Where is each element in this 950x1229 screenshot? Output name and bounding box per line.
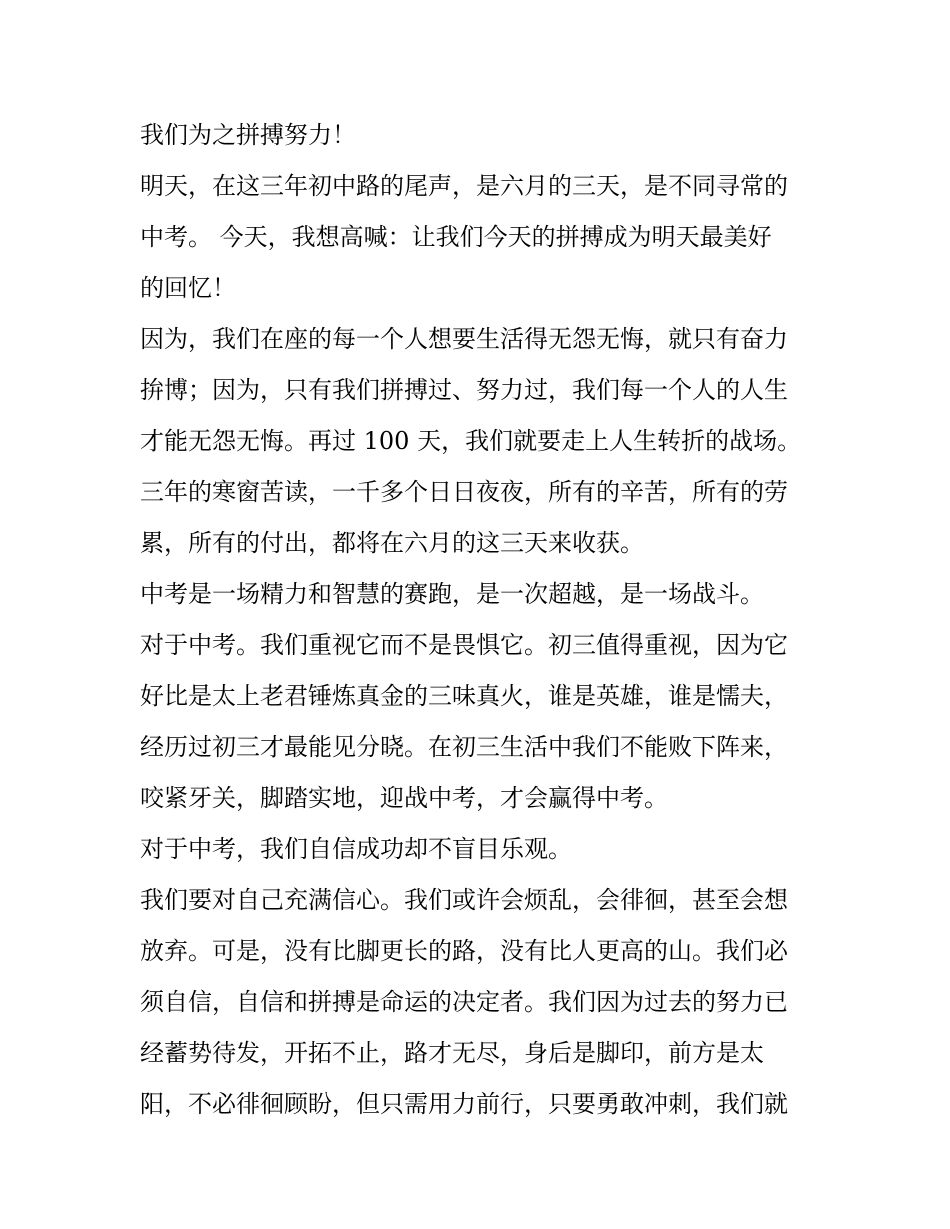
text-line: 三年的寒窗苦读，一千多个日日夜夜，所有的辛苦，所有的劳 [140,478,788,506]
text-line: 因为，我们在座的每一个人想要生活得无怨无悔，就只有奋力 [140,325,788,353]
text-line: 咬紧牙关，脚踏实地，迎战中考，才会赢得中考。 [140,784,668,812]
text-line: 我们要对自己充满信心。我们或许会烦乱，会徘徊，甚至会想 [140,886,788,914]
text-line: 拚博；因为，只有我们拼搏过、努力过，我们每一个人的人生 [140,376,788,404]
text-line: 对于中考，我们自信成功却不盲目乐观。 [140,835,572,863]
text-line: 放弃。可是，没有比脚更长的路，没有比人更高的山。我们必 [140,937,788,965]
text-line: 的回忆！ [140,274,236,302]
text-line: 经历过初三才最能见分晓。在初三生活中我们不能败下阵来， [140,733,788,761]
text-line: 中考是一场精力和智慧的赛跑，是一次超越，是一场战斗。 [140,580,764,608]
text-line: 阳，不必徘徊顾盼，但只需用力前行，只要勇敢冲刺，我们就 [140,1090,788,1118]
document-body [140,110,840,1130]
text-line: 明天，在这三年初中路的尾声，是六月的三天，是不同寻常的 [140,172,788,200]
text-line: 对于中考。我们重视它而不是畏惧它。初三值得重视，因为它 [140,631,788,659]
text-line: 经蓄势待发，开拓不止，路才无尽，身后是脚印，前方是太 [140,1039,764,1067]
text-line: 须自信，自信和拼搏是命运的决定者。我们因为过去的努力已 [140,988,788,1016]
text-line: 才能无怨无悔。再过 100 天，我们就要走上人生转折的战场。 [140,427,802,455]
text-line: 累，所有的付出，都将在六月的这三天来收获。 [140,529,644,557]
text-line: 我们为之拼搏努力！ [140,121,356,149]
text-line: 好比是太上老君锤炼真金的三味真火，谁是英雄，谁是懦夫， [140,682,788,710]
text-line: 中考。 今天，我想高喊：让我们今天的拼搏成为明天最美好 [140,223,772,251]
